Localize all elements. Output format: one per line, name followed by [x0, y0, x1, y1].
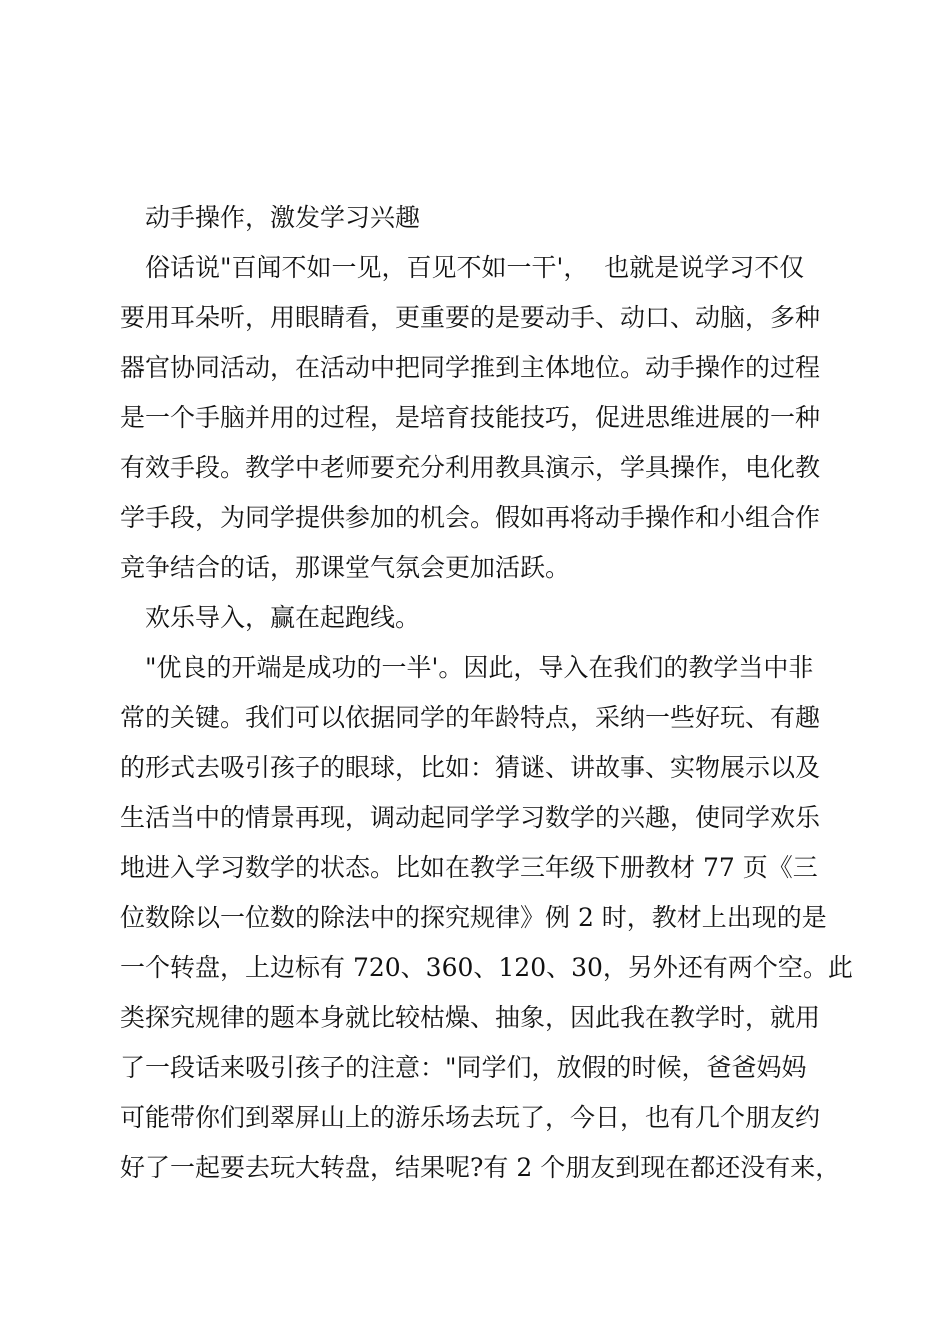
paragraph-line: 可能带你们到翠屏山上的游乐场去玩了，今日，也有几个朋友约 — [120, 1103, 821, 1132]
paragraph-line: 俗话说"百闻不如一见，百见不如一干'， 也就是说学习不仅 — [145, 253, 805, 282]
paragraph-line: 一个转盘，上边标有 720、360、120、30，另外还有两个空。此 — [120, 953, 853, 982]
paragraph-line: 是一个手脑并用的过程，是培育技能技巧，促进思维进展的一种 — [120, 403, 821, 432]
paragraph-line: 了一段话来吸引孩子的注意："同学们，放假的时候，爸爸妈妈 — [120, 1053, 807, 1082]
paragraph-line: 要用耳朵听，用眼睛看，更重要的是要动手、动口、动脑，多种 — [120, 303, 821, 332]
paragraph-line: "优良的开端是成功的一半'。因此，导入在我们的教学当中非 — [145, 653, 814, 682]
section-heading: 动手操作，激发学习兴趣 — [145, 203, 421, 232]
paragraph-line: 位数除以一位数的除法中的探究规律》例 2 时，教材上出现的是 — [120, 903, 827, 932]
paragraph-line: 地进入学习数学的状态。比如在教学三年级下册教材 77 页《三 — [120, 853, 818, 882]
section-heading: 欢乐导入，赢在起跑线。 — [145, 603, 421, 632]
paragraph-line: 好了一起要去玩大转盘，结果呢?有 2 个朋友到现在都还没有来， — [120, 1153, 841, 1182]
paragraph-line: 竞争结合的话，那课堂气氛会更加活跃。 — [120, 553, 571, 582]
paragraph-line: 类探究规律的题本身就比较枯燥、抽象，因此我在教学时，就用 — [120, 1003, 821, 1032]
paragraph-line: 的形式去吸引孩子的眼球，比如：猜谜、讲故事、实物展示以及 — [120, 753, 821, 782]
paragraph-line: 学手段，为同学提供参加的机会。假如再将动手操作和小组合作 — [120, 503, 821, 532]
paragraph-line: 有效手段。教学中老师要充分利用教具演示，学具操作，电化教 — [120, 453, 821, 482]
paragraph-line: 常的关键。我们可以依据同学的年龄特点，采纳一些好玩、有趣 — [120, 703, 821, 732]
paragraph-line: 器官协同活动，在活动中把同学推到主体地位。动手操作的过程 — [120, 353, 821, 382]
paragraph-line: 生活当中的情景再现，调动起同学学习数学的兴趣，使同学欢乐 — [120, 803, 821, 832]
